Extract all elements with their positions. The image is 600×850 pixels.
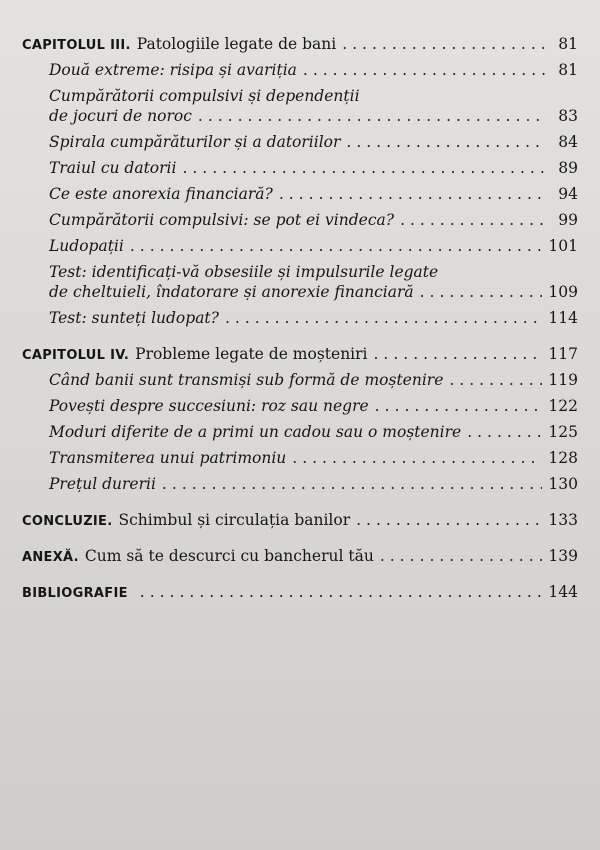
toc-entry-line1 [22,262,578,282]
section-prefix: CONCLUZIE. [22,514,113,529]
page-number: 139 [548,547,578,565]
page-number: 125 [548,423,578,441]
page-number: 119 [548,371,578,389]
toc-entry-line1 [22,86,578,106]
dot-leader [400,210,546,230]
page-number: 99 [558,211,578,229]
toc-entry-title: Transmiterea unui patrimoniu [49,449,287,467]
page-number: 122 [548,397,578,415]
toc-entry-title: Când banii sunt transmiși sub formă de moștenire [49,371,444,389]
toc-conclusion [22,510,578,536]
section-title: Schimbul și circulația banilor [118,511,351,529]
dot-leader [374,344,543,364]
toc-entry [22,370,578,396]
page-number: 114 [548,309,578,327]
chapter-prefix: CAPITOLUL III. [22,38,131,53]
page-number: 117 [548,345,578,363]
toc-entry-title [22,546,374,568]
toc-entry-title [22,582,134,604]
chapter-title: Probleme legate de moșteniri [135,345,368,363]
toc-bibliography [22,582,578,608]
toc-entry-title: Două extreme: risipa și avariția [49,61,297,79]
toc-entry-title: Ludopații [49,237,124,255]
dot-leader [342,34,546,54]
toc-chapter-4 [22,344,578,370]
dot-leader [375,396,543,416]
page-number: 81 [558,35,578,53]
toc-entry-title: Povești despre succesiuni: roz sau negre [49,397,369,415]
page-number: 144 [548,583,578,601]
toc-entry-title: Prețul durerii [49,475,156,493]
toc-entry-title [22,34,336,56]
dot-leader [303,60,546,80]
dot-leader [292,448,542,468]
toc-entry-title: de cheltuieli, îndatorare și anorexie financiară [49,283,414,301]
toc-entry [22,422,578,448]
table-of-contents [22,34,578,608]
toc-entry-title [22,510,350,532]
toc-entry-title: de jocuri de noroc [49,107,192,125]
page-number: 133 [548,511,578,529]
toc-entry [22,236,578,262]
page-number: 84 [558,133,578,151]
section-title: Cum să te descurci cu bancherul tău [84,547,374,565]
page-number: 94 [558,185,578,203]
toc-entry [22,158,578,184]
toc-entry [22,308,578,334]
chapter-title: Patologiile legate de bani [136,35,337,53]
dot-leader [346,132,546,152]
dot-leader [467,422,542,442]
toc-entry [22,210,578,236]
page-number: 81 [558,61,578,79]
page-number: 101 [548,237,578,255]
spacer [22,334,578,344]
toc-entry-title: Test: sunteți ludopat? [49,309,219,327]
toc-entry [22,448,578,474]
toc-entry-title: Spirala cumpărăturilor și a datoriilor [49,133,341,151]
toc-entry-title [22,344,368,366]
chapter-prefix: CAPITOLUL IV. [22,348,130,363]
toc-entry-title: Test: identificați-vă obsesiile și impulsurile legate [49,263,439,281]
dot-leader [279,184,546,204]
toc-entry [22,282,578,308]
toc-annex [22,546,578,572]
toc-entry-title: Cumpărătorii compulsivi și dependenții [49,87,360,105]
dot-leader [162,474,542,494]
dot-leader [449,370,542,390]
page-number: 130 [548,475,578,493]
toc-entry [22,106,578,132]
dot-leader [140,582,543,602]
toc-entry [22,396,578,422]
page-number: 83 [558,107,578,125]
toc-entry [22,60,578,86]
spacer [22,500,578,510]
dot-leader [130,236,543,256]
section-prefix: ANEXĂ. [22,550,79,565]
dot-leader [420,282,543,302]
toc-entry-title: Traiul cu datorii [49,159,177,177]
toc-entry-title: Ce este anorexia financiară? [49,185,273,203]
toc-entry-title: Moduri diferite de a primi un cadou sau o moștenire [49,423,462,441]
spacer [22,572,578,582]
page-number: 128 [548,449,578,467]
toc-entry [22,474,578,500]
toc-entry [22,132,578,158]
page-number: 109 [548,283,578,301]
dot-leader [198,106,546,126]
dot-leader [182,158,546,178]
toc-entry-title: Cumpărătorii compulsivi: se pot ei vindeca? [49,211,395,229]
dot-leader [380,546,543,566]
section-prefix: BIBLIOGRAFIE [22,586,128,601]
spacer [22,536,578,546]
page-number: 89 [558,159,578,177]
toc-chapter-3 [22,34,578,60]
dot-leader [225,308,542,328]
toc-entry [22,184,578,210]
dot-leader [356,510,542,530]
